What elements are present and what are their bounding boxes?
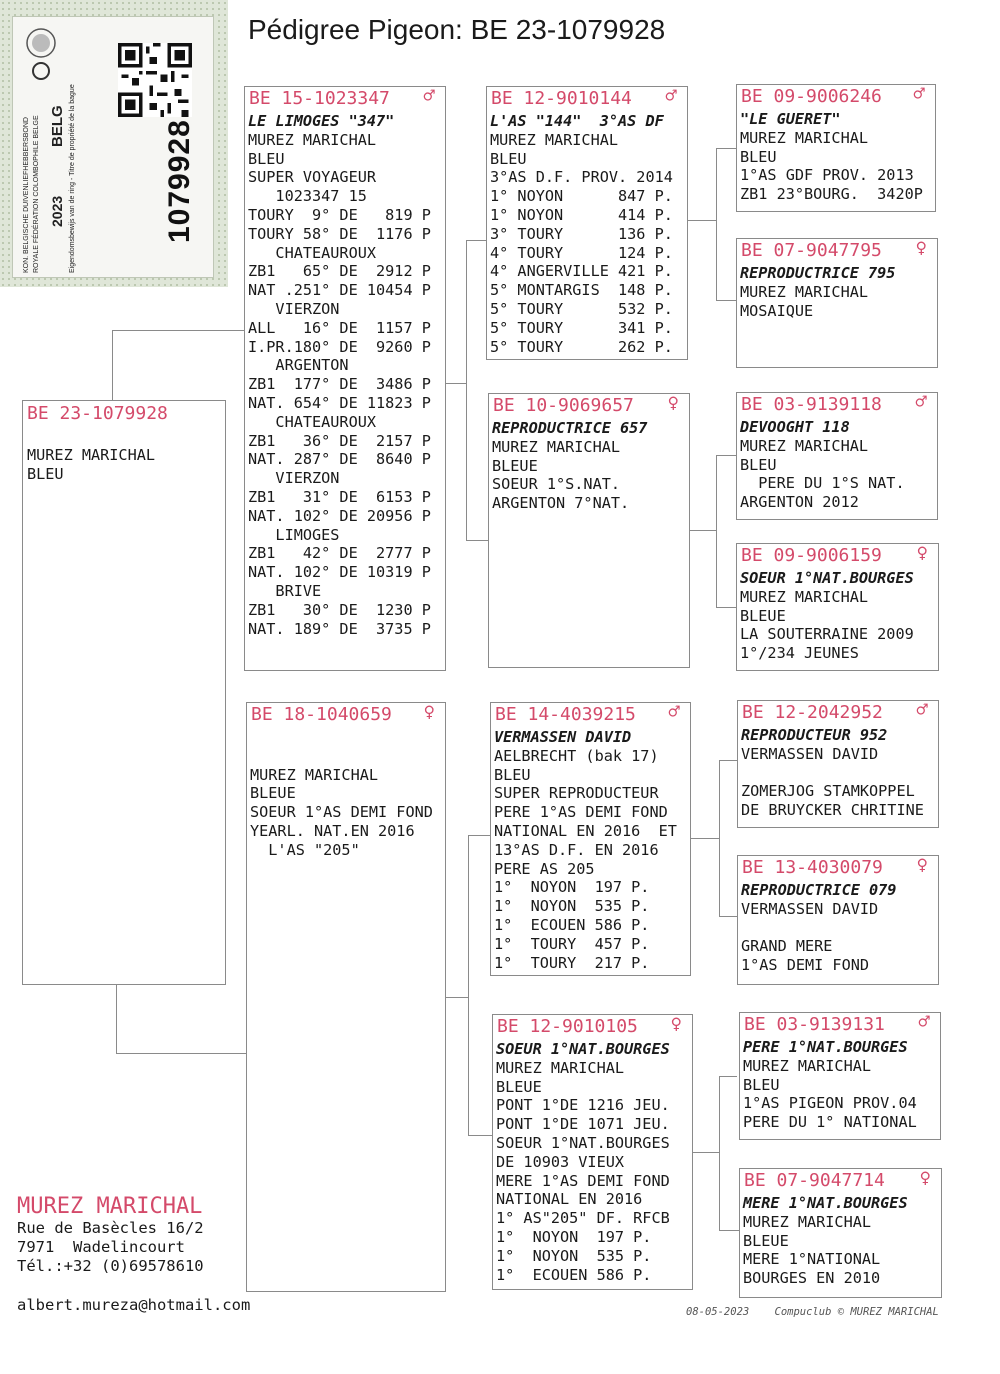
detail-line: 1° ECOUEN 586 P. (496, 1265, 652, 1284)
pigeon-card-father (244, 86, 446, 671)
detail-line: 1°AS DEMI FOND (741, 956, 870, 975)
detail-line: BLEUE (250, 784, 296, 803)
ring-card-number: 1079928 (163, 119, 196, 243)
detail-line: TOURY 58° DE 1176 P (248, 224, 431, 243)
detail-line: 1° AS"205" DF. RFCB (496, 1209, 670, 1228)
detail-line: ZOMERJOG STAMKOPPEL (741, 782, 915, 801)
pigeon-card-fff (736, 84, 936, 212)
male-icon: ♂ (423, 85, 435, 107)
pigeon-card-mff (737, 700, 939, 828)
detail-line: 1023347 15 (248, 187, 367, 206)
pigeon-name: VERMASSEN DAVID (494, 728, 632, 746)
pigeon-details (740, 264, 895, 320)
detail-line: AELBRECHT (bak 17) (494, 746, 659, 765)
connector (446, 997, 468, 998)
detail-line: YEARL. NAT.EN 2016 (250, 821, 415, 840)
detail-line: 5° TOURY 532 P. (490, 299, 673, 318)
ring-card (0, 0, 228, 287)
detail-line: NAT. 102° DE 10319 P (248, 563, 431, 582)
connector (466, 240, 486, 241)
detail-line: MUREZ MARICHAL (743, 1212, 872, 1231)
detail-line: ZB1 30° DE 1230 P (248, 600, 431, 619)
detail-line: BLEUE (743, 1231, 789, 1250)
footer: 08-05-2023 Compuclub © MUREZ MARICHAL (686, 1306, 939, 1318)
detail-line: BLEU (27, 464, 64, 483)
pigeon-name: REPRODUCTRICE 657 (492, 419, 648, 437)
ring-number: BE 14-4039215 (495, 704, 636, 725)
detail-line: PONT 1°DE 1216 JEU. (496, 1096, 670, 1115)
detail-line (741, 919, 896, 938)
detail-line: 4° TOURY 124 P. (490, 243, 673, 262)
pigeon-card-mother (246, 702, 446, 1292)
connector (719, 1230, 739, 1231)
male-icon: ♂ (918, 1011, 930, 1033)
detail-line: BLEU (494, 765, 531, 784)
pigeon-name: REPRODUCTRICE 079 (741, 881, 897, 899)
detail-line: ZB1 65° DE 2912 P (248, 262, 431, 281)
detail-line: 1° NOYON 535 P. (494, 897, 650, 916)
detail-line: BLEU (490, 149, 527, 168)
detail-line: MUREZ MARICHAL (248, 130, 377, 149)
pigeon-card-ff (486, 86, 688, 360)
page-title: Pédigree Pigeon: BE 23-1079928 (248, 14, 666, 45)
detail-line: VIERZON (248, 469, 340, 488)
detail-line: SOEUR 1°S.NAT. (492, 475, 621, 494)
detail-line: PERE DU 1°S NAT. (740, 474, 905, 493)
connector (716, 455, 717, 607)
detail-line: MUREZ MARICHAL (743, 1056, 872, 1075)
ring-number: BE 07-9047714 (744, 1170, 885, 1191)
male-icon: ♂ (916, 699, 928, 721)
detail-line: SUPER VOYAGEUR (248, 168, 377, 187)
detail-line: SOEUR 1°NAT.BOURGES (496, 1133, 670, 1152)
ring-number: BE 13-4030079 (742, 857, 883, 878)
connector (719, 916, 737, 917)
detail-line: VERMASSEN DAVID (741, 744, 879, 763)
detail-line: PONT 1°DE 1071 JEU. (496, 1115, 670, 1134)
pigeon-details (740, 569, 914, 663)
detail-line: PERE DU 1° NATIONAL (743, 1113, 917, 1132)
connector (719, 760, 737, 761)
pigeon-details (740, 418, 905, 512)
detail-line: BLEU (248, 149, 285, 168)
detail-line: 1° NOYON 847 P. (490, 187, 673, 206)
connector (719, 1076, 737, 1077)
ring-number: BE 18-1040659 (251, 704, 392, 725)
connector (116, 985, 117, 1053)
female-icon: ♀ (916, 542, 928, 564)
pigeon-details (27, 446, 155, 484)
pigeon-card-subject (22, 400, 226, 985)
detail-line: MUREZ MARICHAL (250, 765, 379, 784)
male-icon: ♂ (915, 391, 927, 413)
connector (466, 540, 488, 541)
ring-number: BE 12-9010105 (497, 1016, 638, 1037)
detail-line: BLEUE (496, 1077, 542, 1096)
detail-line: NAT. 287° DE 8640 P (248, 450, 431, 469)
pigeon-card-mf (490, 702, 691, 976)
pigeon-name: MERE 1°NAT.BOURGES (743, 1194, 908, 1212)
detail-line (741, 764, 924, 783)
ring-number: BE 15-1023347 (249, 88, 390, 109)
connector (468, 835, 490, 836)
pigeon-name: L'AS "144" 3°AS DF (490, 112, 664, 130)
ring-number: BE 09-9006246 (741, 86, 882, 107)
detail-line: TOURY 9° DE 819 P (248, 205, 431, 224)
pigeon-details (494, 728, 677, 972)
detail-line: ZB1 177° DE 3486 P (248, 375, 431, 394)
detail-line: 4° ANGERVILLE 421 P. (490, 262, 673, 281)
pigeon-card-mfm (737, 855, 939, 985)
ring-card-year: 2023 (49, 195, 65, 227)
pigeon-name: "LE GUERET" (740, 110, 841, 128)
owner-block (17, 1194, 204, 1276)
detail-line: BLEUE (740, 606, 786, 625)
pigeon-details (740, 110, 923, 204)
pigeon-details (250, 728, 433, 860)
detail-line: 1° ECOUEN 586 P. (494, 915, 650, 934)
detail-line: ARGENTON 2012 (740, 493, 859, 512)
detail-line: 1°/234 JEUNES (740, 644, 859, 663)
detail-line: MUREZ MARICHAL (740, 436, 869, 455)
owner-email[interactable]: albert.mureza@hotmail.com (17, 1296, 251, 1314)
detail-line: DE 10903 VIEUX (496, 1152, 625, 1171)
connector (719, 760, 720, 916)
detail-line (250, 747, 433, 766)
pigeon-name: REPRODUCTRICE 795 (740, 264, 896, 282)
detail-line: ARGENTON (248, 356, 349, 375)
detail-line: ALL 16° DE 1157 P (248, 318, 431, 337)
ring-number: BE 12-2042952 (742, 702, 883, 723)
pigeon-name: REPRODUCTEUR 952 (741, 726, 888, 744)
connector (112, 330, 113, 400)
female-icon: ♀ (667, 392, 679, 414)
pigeon-name: DEVOOGHT 118 (740, 418, 850, 436)
ring-number: BE 12-9010144 (491, 88, 632, 109)
detail-line: ZB1 31° DE 6153 P (248, 487, 431, 506)
connector (468, 1135, 492, 1136)
ring-card-org-nl: KON. BELGISCHE DUIVENLIEFHEBBERSBOND (23, 117, 30, 273)
detail-line: MUREZ MARICHAL (740, 587, 869, 606)
detail-line: BLEU (740, 455, 777, 474)
detail-line: MUREZ MARICHAL (740, 128, 869, 147)
pigeon-name (250, 728, 433, 747)
pigeon-details (492, 419, 647, 513)
detail-line: SOEUR 1°AS DEMI FOND (250, 803, 433, 822)
detail-line: 5° MONTARGIS 148 P. (490, 281, 673, 300)
pigeon-card-mmf (739, 1012, 941, 1140)
federation-logo-icon (21, 23, 61, 83)
detail-line: MOSAIQUE (740, 301, 814, 320)
pigeon-details (743, 1038, 917, 1132)
detail-line: BOURGES EN 2010 (743, 1269, 881, 1288)
detail-line: LIMOGES (248, 525, 340, 544)
detail-line: BLEUE (492, 456, 538, 475)
pigeon-name: LE LIMOGES "347" (248, 112, 395, 130)
detail-line: 3°AS D.F. PROV. 2014 (490, 168, 673, 187)
owner-city: 7971 Wadelincourt (17, 1238, 185, 1256)
connector (466, 240, 467, 540)
pigeon-details (743, 1194, 908, 1288)
detail-line: MUREZ MARICHAL (740, 282, 869, 301)
ring-card-country: BELG (49, 105, 66, 147)
detail-line: VERMASSEN DAVID (741, 899, 879, 918)
ring-number: BE 03-9139131 (744, 1014, 885, 1035)
detail-line: SUPER REPRODUCTEUR (494, 784, 659, 803)
detail-line: CHATEAUROUX (248, 412, 377, 431)
detail-line: MERE 1°AS DEMI FOND (496, 1171, 670, 1190)
connector (688, 220, 716, 221)
detail-line: BRIVE (248, 581, 322, 600)
ring-number: BE 07-9047795 (741, 240, 882, 261)
detail-line: NAT. 654° DE 11823 P (248, 393, 431, 412)
pigeon-details (248, 112, 431, 638)
ring-card-inner (12, 16, 214, 278)
detail-line: GRAND MERE (741, 937, 833, 956)
detail-line: BLEU (740, 147, 777, 166)
female-icon: ♀ (670, 1013, 682, 1035)
detail-line: 13°AS D.F. EN 2016 (494, 840, 659, 859)
detail-line: 3° TOURY 136 P. (490, 224, 673, 243)
detail-line: NAT. 189° DE 3735 P (248, 619, 431, 638)
detail-line: L'AS "205" (250, 840, 360, 859)
ring-card-ownership: Eigendomsbewijs van de ring - Titre de propriété de la bague (69, 84, 76, 273)
detail-line: 1° TOURY 217 P. (494, 953, 650, 972)
ring-number: BE 23-1079928 (27, 403, 168, 424)
detail-line: MUREZ MARICHAL (496, 1058, 625, 1077)
pigeon-card-fmm (736, 543, 939, 671)
detail-line: ZB1 36° DE 2157 P (248, 431, 431, 450)
connector (446, 383, 466, 384)
connector (716, 607, 736, 608)
connector (719, 1076, 720, 1230)
male-icon: ♂ (913, 83, 925, 105)
detail-line: BLEU (743, 1075, 780, 1094)
detail-line: MERE 1°NATIONAL (743, 1250, 881, 1269)
detail-line: 1° NOYON 197 P. (494, 878, 650, 897)
detail-line: MUREZ MARICHAL (490, 130, 619, 149)
detail-line: NATIONAL EN 2016 (496, 1190, 643, 1209)
detail-line: MUREZ MARICHAL (27, 446, 156, 464)
detail-line: I.PR.180° DE 9260 P (248, 337, 431, 356)
pigeon-name: PERE 1°NAT.BOURGES (743, 1038, 908, 1056)
detail-line: DE BRUYCKER CHRITINE (741, 801, 924, 820)
pigeon-name: SOEUR 1°NAT.BOURGES (740, 569, 914, 587)
connector (116, 1053, 247, 1054)
connector (468, 835, 469, 1135)
detail-line: 1° NOYON 197 P. (496, 1227, 652, 1246)
female-icon: ♀ (915, 237, 927, 259)
connector (716, 300, 736, 301)
detail-line: ZB1 42° DE 2777 P (248, 544, 431, 563)
connector (716, 455, 736, 456)
ring-number: BE 03-9139118 (741, 394, 882, 415)
female-icon: ♀ (423, 701, 435, 723)
detail-line: 1°AS GDF PROV. 2013 (740, 166, 914, 185)
owner-address: Rue de Basècles 16/2 (17, 1219, 204, 1237)
ring-number: BE 09-9006159 (741, 545, 882, 566)
qr-code-icon (118, 43, 192, 117)
connector (112, 330, 244, 331)
detail-line: 1° NOYON 535 P. (496, 1246, 652, 1265)
detail-line: 5° TOURY 262 P. (490, 337, 673, 356)
detail-line: NATIONAL EN 2016 ET (494, 821, 677, 840)
female-icon: ♀ (919, 1167, 931, 1189)
owner-name: MUREZ MARICHAL (17, 1194, 203, 1219)
detail-line: VIERZON (248, 299, 340, 318)
detail-line: LA SOUTERRAINE 2009 (740, 625, 914, 644)
pigeon-card-fmf (736, 392, 938, 520)
owner-phone: Tél.:+32 (0)69578610 (17, 1257, 204, 1275)
detail-line: MUREZ MARICHAL (492, 437, 621, 456)
connector (693, 1152, 719, 1153)
ring-number: BE 10-9069657 (493, 395, 634, 416)
connector (716, 148, 736, 149)
female-icon: ♀ (916, 854, 928, 876)
pigeon-card-mm (492, 1014, 693, 1290)
detail-line: 1° TOURY 457 P. (494, 934, 650, 953)
connector (691, 838, 719, 839)
detail-line: ZB1 23°BOURG. 3420P (740, 185, 923, 204)
detail-line: NAT .251° DE 10454 P (248, 281, 431, 300)
pigeon-details (741, 881, 896, 975)
detail-line: NAT. 102° DE 20956 P (248, 506, 431, 525)
connector (716, 148, 717, 300)
pigeon-card-fm (488, 393, 690, 668)
pigeon-name: SOEUR 1°NAT.BOURGES (496, 1040, 670, 1058)
male-icon: ♂ (668, 701, 680, 723)
detail-line: PERE AS 205 (494, 859, 595, 878)
detail-line: 1°AS PIGEON PROV.04 (743, 1094, 917, 1113)
male-icon: ♂ (665, 85, 677, 107)
detail-line: ARGENTON 7°NAT. (492, 494, 630, 513)
detail-line: 5° TOURY 341 P. (490, 318, 673, 337)
pigeon-details (741, 726, 924, 820)
pigeon-details (496, 1040, 670, 1284)
pigeon-details (490, 112, 673, 356)
pigeon-card-mmm (739, 1168, 942, 1298)
detail-line: PERE 1°AS DEMI FOND (494, 803, 668, 822)
ring-card-org-fr: ROYALE FÉDÉRATION COLOMBOPHILE BELGE (33, 115, 40, 273)
connector (690, 530, 716, 531)
detail-line: CHATEAUROUX (248, 243, 377, 262)
detail-line: 1° NOYON 414 P. (490, 205, 673, 224)
pigeon-card-ffm (736, 238, 938, 368)
